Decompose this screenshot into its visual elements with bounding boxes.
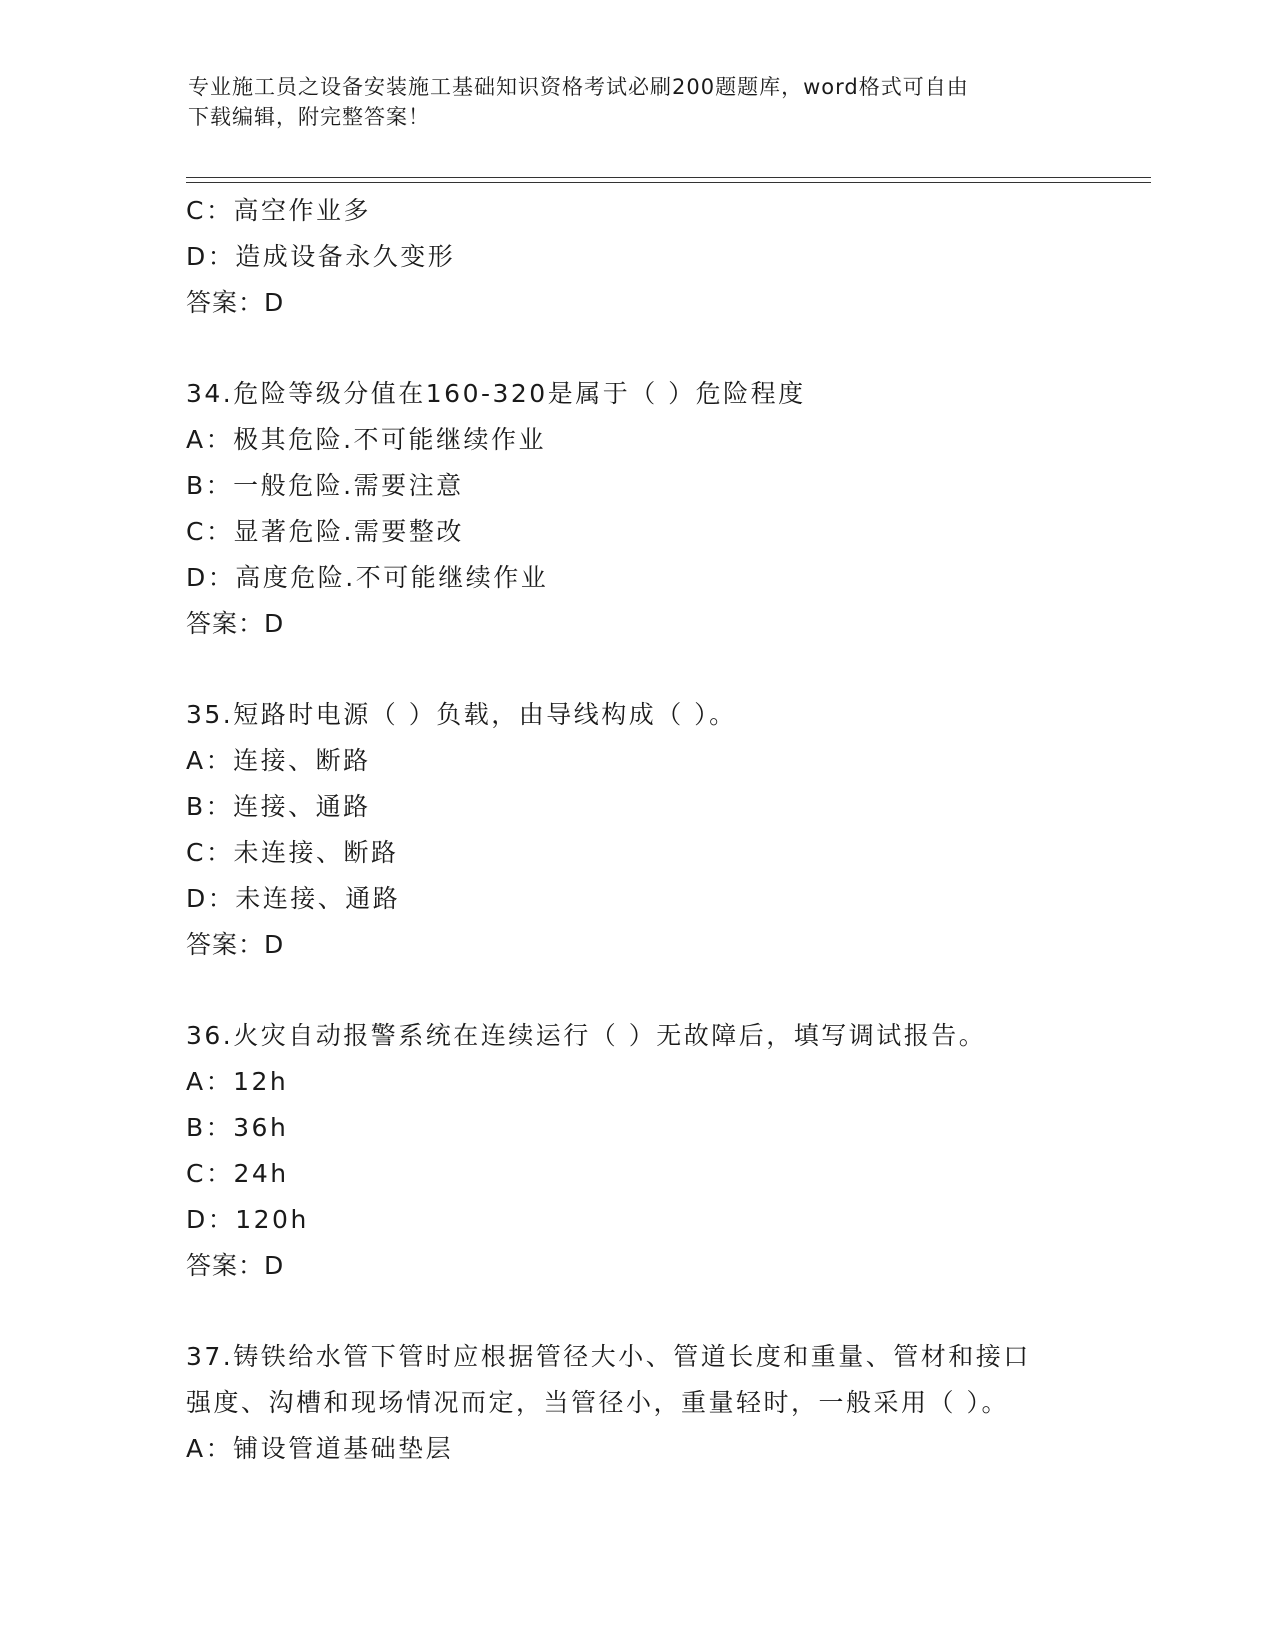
question-stem: 34.危险等级分值在160-320是属于（ ）危险程度 [186, 379, 806, 408]
header-title-line-2: 下载编辑，附完整答案！ [188, 105, 430, 129]
question-stem-line-2: 强度、沟槽和现场情况而定，当管径小，重量轻时，一般采用（ ）。 [186, 1388, 1009, 1417]
question-34 [186, 371, 1086, 647]
question-37 [186, 1334, 1086, 1472]
question-stem: 36.火灾自动报警系统在连续运行（ ）无故障后，填写调试报告。 [186, 1021, 987, 1050]
answer-line: 答案：D [186, 288, 285, 317]
answer-line: 答案：D [186, 1251, 285, 1280]
option-b: B：连接、通路 [186, 792, 371, 821]
option-a: A：极其危险.不可能继续作业 [186, 425, 547, 454]
document-header [188, 72, 1068, 132]
option-c: C：高空作业多 [186, 196, 371, 225]
option-c: C：未连接、断路 [186, 838, 399, 867]
question-36 [186, 1013, 1086, 1289]
option-d: D：未连接、通路 [186, 884, 401, 913]
option-c: C：24h [186, 1159, 289, 1188]
option-b: B：36h [186, 1113, 289, 1142]
option-c: C：显著危险.需要整改 [186, 517, 464, 546]
option-d: D：高度危险.不可能继续作业 [186, 563, 549, 592]
option-d: D：120h [186, 1205, 309, 1234]
option-b: B：一般危险.需要注意 [186, 471, 464, 500]
option-d: D：造成设备永久变形 [186, 242, 456, 271]
answer-line: 答案：D [186, 930, 285, 959]
answer-line: 答案：D [186, 609, 285, 638]
continued-question [186, 188, 1086, 326]
option-a: A：连接、断路 [186, 746, 371, 775]
question-stem: 35.短路时电源（ ）负载，由导线构成（ ）。 [186, 700, 737, 729]
option-a: A：12h [186, 1067, 289, 1096]
header-title-line-1: 专业施工员之设备安装施工基础知识资格考试必刷200题题库，word格式可自由 [188, 75, 969, 99]
question-35 [186, 692, 1086, 968]
option-a: A：铺设管道基础垫层 [186, 1434, 454, 1463]
question-stem-line-1: 37.铸铁给水管下管时应根据管径大小、管道长度和重量、管材和接口 [186, 1342, 1031, 1371]
header-divider-top [186, 177, 1151, 178]
question-list [186, 188, 1086, 1472]
header-divider-bottom [186, 182, 1151, 183]
